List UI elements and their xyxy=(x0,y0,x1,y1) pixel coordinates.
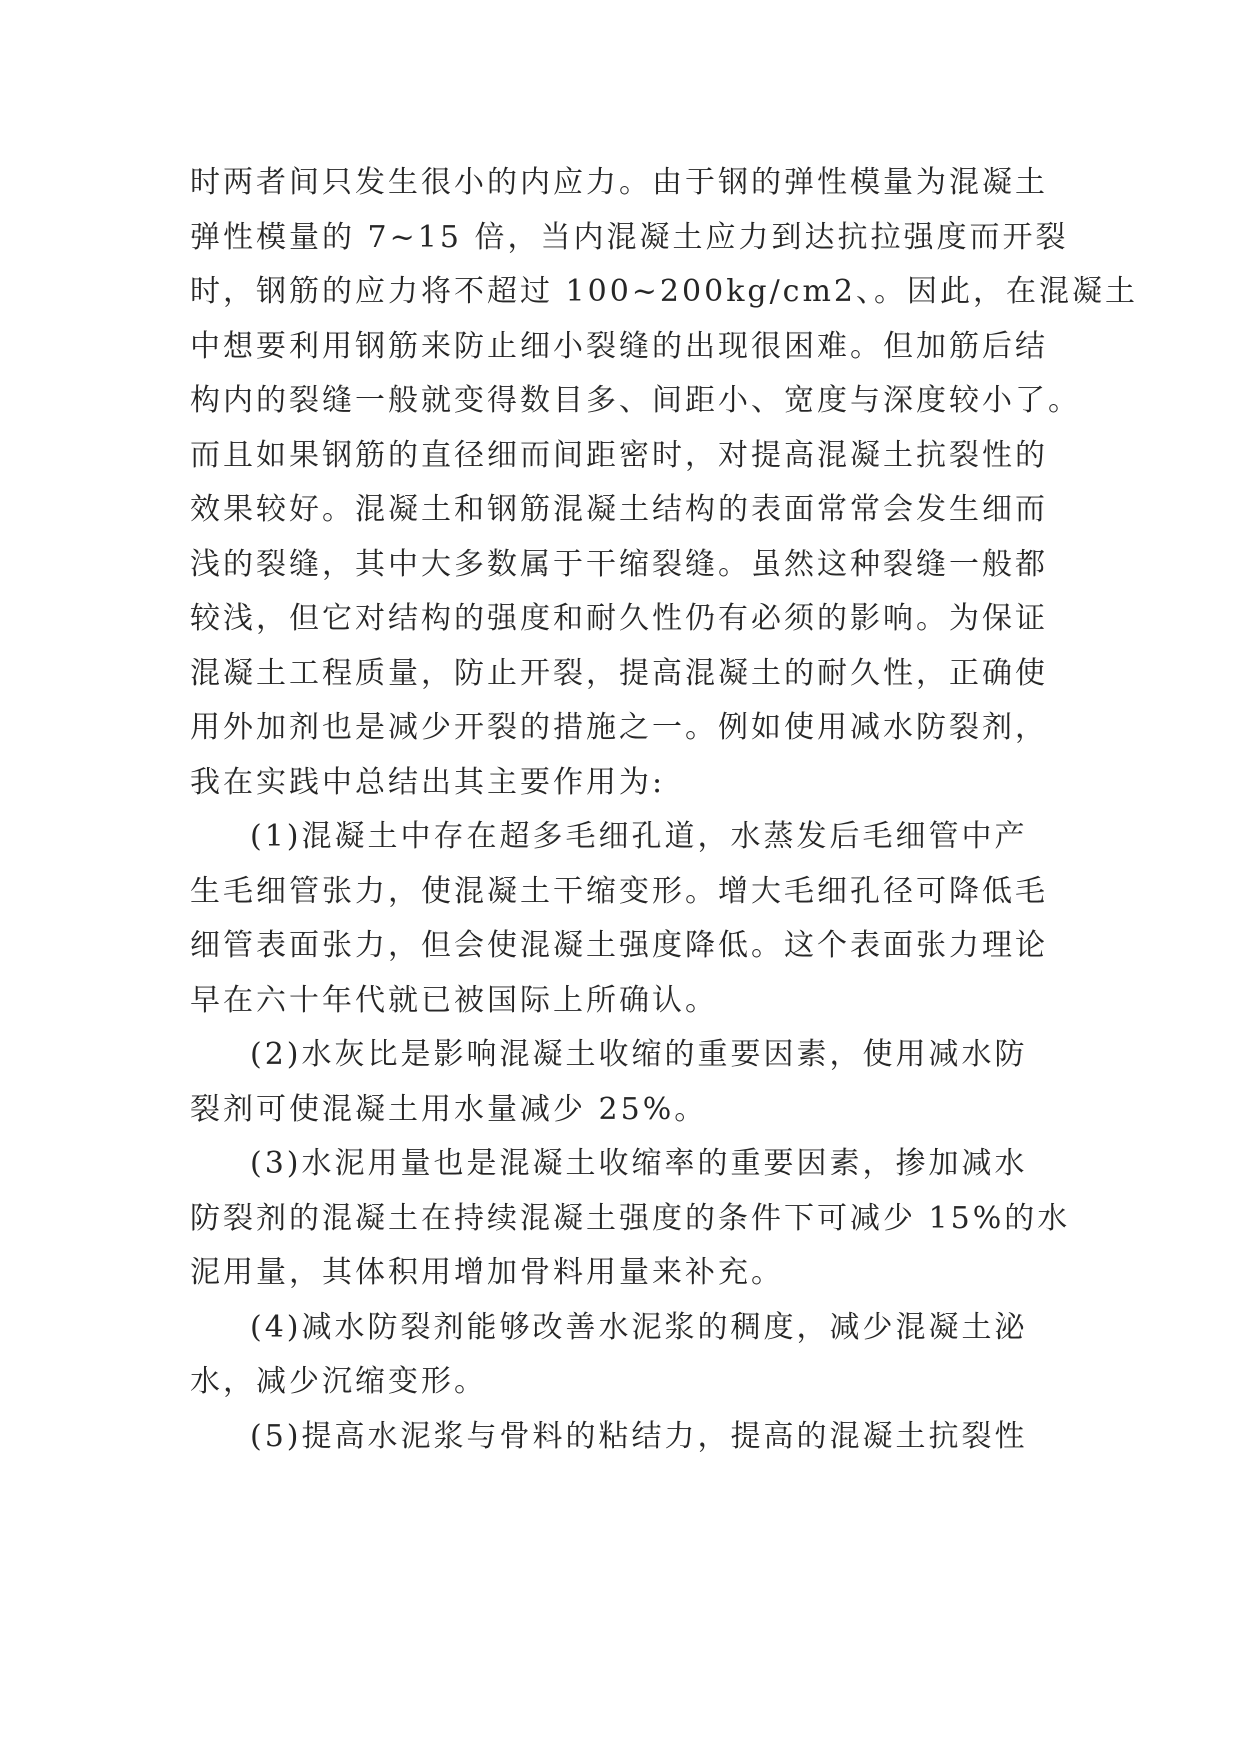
text-line: 裂剂可使混凝土用水量减少 25%。 xyxy=(190,1091,708,1127)
text-line: 时两者间只发生很小的内应力。由于钢的弹性模量为混凝土 xyxy=(190,165,1048,200)
body-text xyxy=(190,156,1139,1464)
text-line: 混凝土工程质量，防止开裂，提高混凝土的耐久性，正确使 xyxy=(190,655,1048,691)
text-line: 水，减少沉缩变形。 xyxy=(190,1364,487,1399)
text-line: 用外加剂也是减少开裂的措施之一。例如使用减水防裂剂， xyxy=(190,710,1048,745)
text-line: 生毛细管张力，使混凝土干缩变形。增大毛细孔径可降低毛 xyxy=(190,873,1048,909)
list-item-4-first-line: (4)减水防裂剂能够改善水泥浆的稠度，减少混凝土泌 xyxy=(250,1309,1028,1345)
list-item-3-first-line: (3)水泥用量也是混凝土收缩率的重要因素，掺加减水 xyxy=(250,1146,1028,1181)
text-line: 细管表面张力，但会使混凝土强度降低。这个表面张力理论 xyxy=(190,928,1048,963)
list-item-2-first-line: (2)水灰比是影响混凝土收缩的重要因素，使用减水防 xyxy=(250,1037,1028,1072)
list-item-1-first-line: (1)混凝土中存在超多毛细孔道，水蒸发后毛细管中产 xyxy=(250,819,1028,854)
text-line: 早在六十年代就已被国际上所确认。 xyxy=(190,982,718,1018)
text-line: 而且如果钢筋的直径细而间距密时，对提高混凝土抗裂性的 xyxy=(190,437,1048,473)
text-line: 构内的裂缝一般就变得数目多、间距小、宽度与深度较小了。 xyxy=(190,383,1081,418)
text-line: 时，钢筋的应力将不超过 100~200kg/cm2、。因此，在混凝土 xyxy=(190,274,1139,309)
list-item-5-first-line: (5)提高水泥浆与骨料的粘结力，提高的混凝土抗裂性 xyxy=(250,1418,1028,1454)
text-line: 较浅，但它对结构的强度和耐久性仍有必须的影响。为保证 xyxy=(190,601,1048,636)
text-line: 防裂剂的混凝土在持续混凝土强度的条件下可减少 15%的水 xyxy=(190,1200,1071,1236)
text-line: 泥用量，其体积用增加骨料用量来补充。 xyxy=(190,1255,784,1290)
text-line: 效果较好。混凝土和钢筋混凝土结构的表面常常会发生细而 xyxy=(190,492,1048,527)
text-line: 浅的裂缝，其中大多数属于干缩裂缝。虽然这种裂缝一般都 xyxy=(190,546,1048,582)
text-line: 我在实践中总结出其主要作用为: xyxy=(190,764,666,800)
text-line: 中想要利用钢筋来防止细小裂缝的出现很困难。但加筋后结 xyxy=(190,328,1048,364)
text-line: 弹性模量的 7~15 倍，当内混凝土应力到达抗拉强度而开裂 xyxy=(190,219,1069,255)
